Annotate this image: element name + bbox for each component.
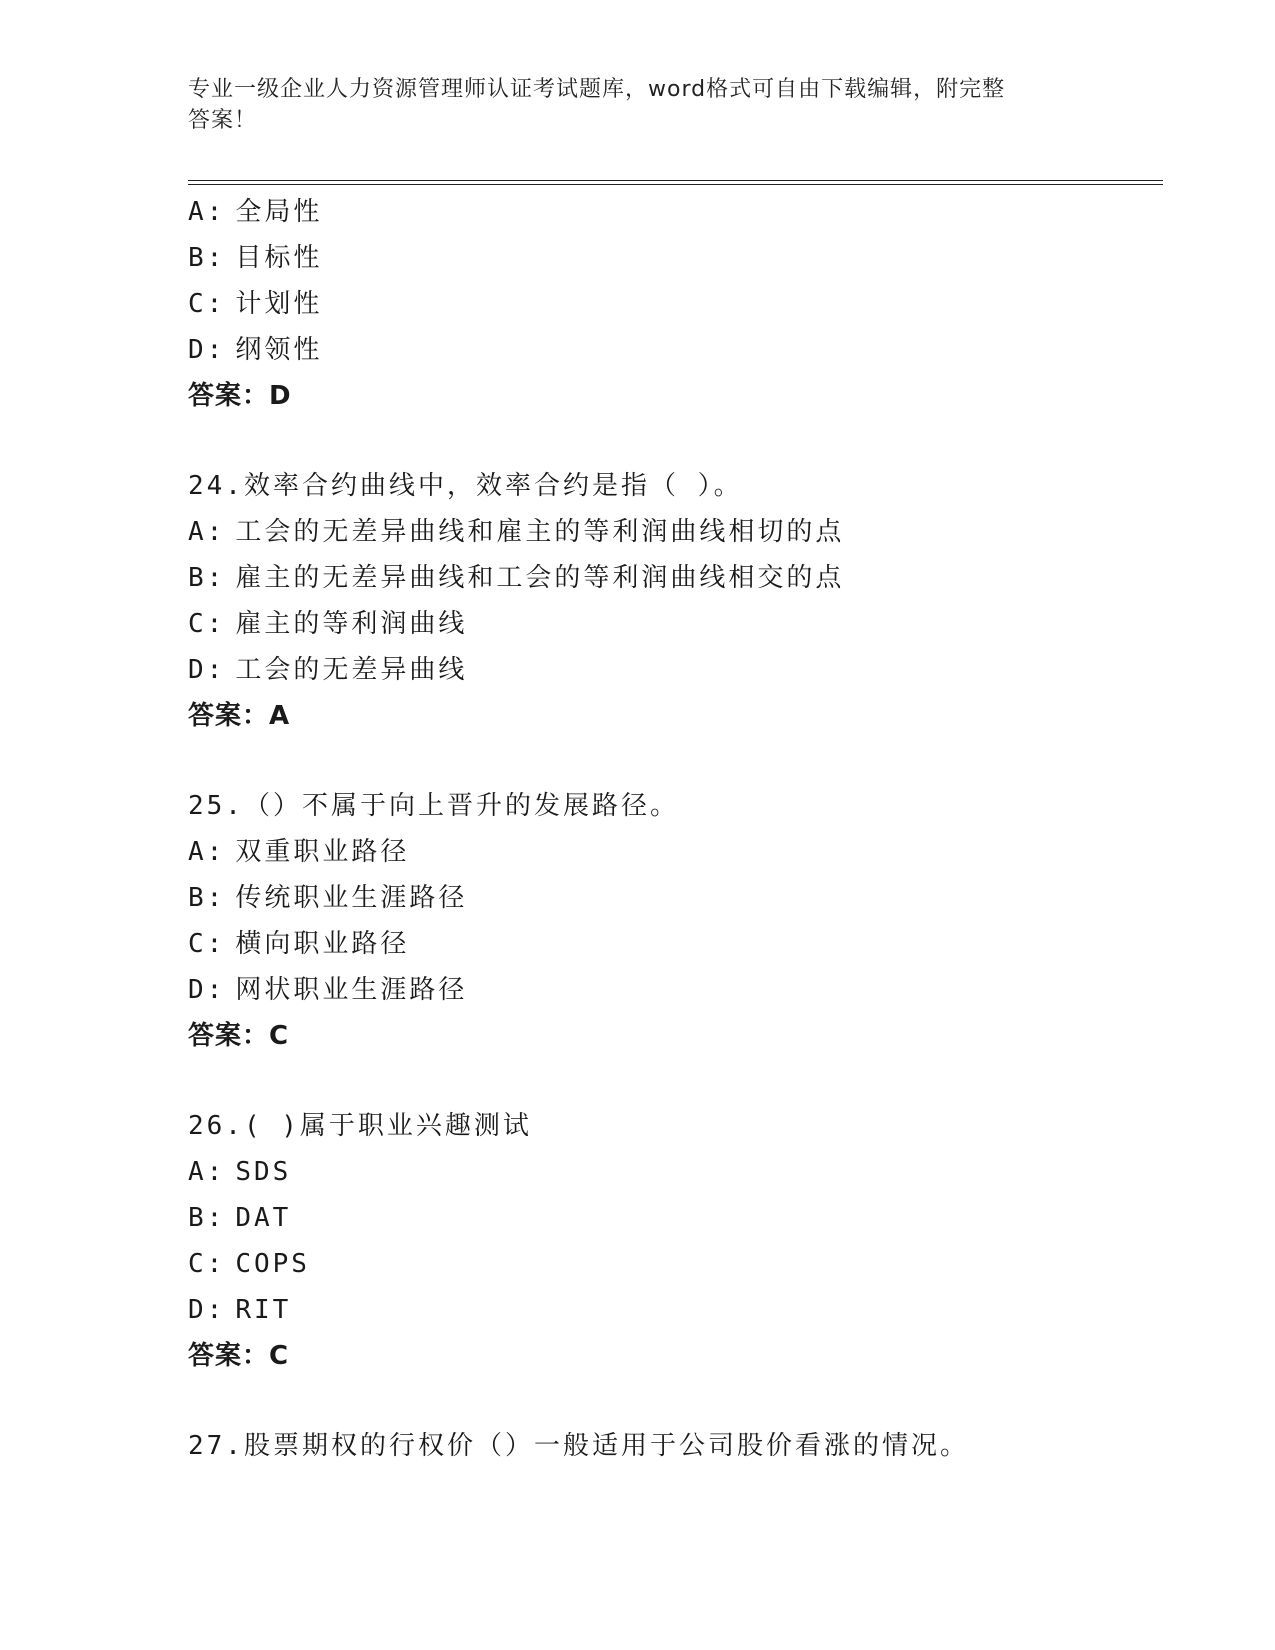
- option-c: C: 计划性: [188, 289, 323, 319]
- header-line-2: 答案！: [188, 108, 258, 133]
- option-text: 双重职业路径: [235, 837, 410, 867]
- option-letter: C: [188, 609, 207, 639]
- option-d: D: 纲领性: [188, 335, 323, 365]
- question-text: 24.效率合约曲线中，效率合约是指（ ）。: [188, 471, 743, 501]
- option-c: C: 横向职业路径: [188, 929, 410, 959]
- option-letter: A: [188, 517, 207, 547]
- option-letter: D: [188, 335, 207, 365]
- option-letter: B: [188, 883, 207, 913]
- option-b: B: DAT: [188, 1203, 292, 1233]
- option-letter: D: [188, 655, 207, 685]
- option-d: D: RIT: [188, 1295, 292, 1325]
- option-letter: D: [188, 1295, 207, 1325]
- option-text: 工会的无差异曲线: [235, 655, 468, 685]
- option-letter: B: [188, 243, 207, 273]
- header-divider-bottom: [188, 184, 1163, 185]
- question-block-25: [188, 783, 1163, 1059]
- option-text: 横向职业路径: [235, 929, 410, 959]
- answer-line: [188, 1333, 1163, 1379]
- option-letter: A: [188, 1157, 207, 1187]
- question-block-24: [188, 463, 1163, 739]
- option-text: 纲领性: [235, 335, 323, 365]
- option-a: A: 双重职业路径: [188, 837, 410, 867]
- question-text: 27.股票期权的行权价（）一般适用于公司股价看涨的情况。: [188, 1431, 969, 1461]
- question-block-23: [188, 189, 1163, 419]
- answer-label: 答案：: [188, 381, 270, 411]
- answer-line: [188, 1013, 1163, 1059]
- answer-value: C: [269, 1341, 290, 1371]
- page-header: [188, 74, 1068, 136]
- answer-label: 答案：: [188, 701, 270, 731]
- option-text: DAT: [235, 1203, 292, 1233]
- answer-value: C: [269, 1021, 290, 1051]
- answer-label: 答案：: [188, 1021, 270, 1051]
- option-letter: B: [188, 563, 207, 593]
- answer-line: [188, 373, 1163, 419]
- option-text: RIT: [235, 1295, 292, 1325]
- option-letter: A: [188, 837, 207, 867]
- option-letter: C: [188, 929, 207, 959]
- question-text: 25.（）不属于向上晋升的发展路径。: [188, 791, 679, 821]
- option-text: 雇主的无差异曲线和工会的等利润曲线相交的点: [235, 563, 845, 593]
- option-text: 计划性: [235, 289, 323, 319]
- header-divider-top: [188, 180, 1163, 181]
- question-list: [188, 189, 1163, 1469]
- answer-value: A: [269, 701, 291, 731]
- option-text: 工会的无差异曲线和雇主的等利润曲线相切的点: [235, 517, 845, 547]
- option-text: 传统职业生涯路径: [235, 883, 468, 913]
- option-text: COPS: [235, 1249, 310, 1279]
- option-letter: A: [188, 197, 207, 227]
- answer-value: D: [269, 381, 292, 411]
- option-b: B: 雇主的无差异曲线和工会的等利润曲线相交的点: [188, 563, 845, 593]
- option-b: B: 传统职业生涯路径: [188, 883, 468, 913]
- option-text: 目标性: [235, 243, 323, 273]
- option-text: SDS: [235, 1157, 292, 1187]
- option-text: 网状职业生涯路径: [235, 975, 468, 1005]
- option-letter: C: [188, 289, 207, 319]
- option-letter: B: [188, 1203, 207, 1233]
- option-d: D: 工会的无差异曲线: [188, 655, 468, 685]
- header-line-1: 专业一级企业人力资源管理师认证考试题库，word格式可自由下载编辑，附完整: [188, 77, 1006, 102]
- option-text: 全局性: [235, 197, 323, 227]
- option-a: A: 全局性: [188, 197, 323, 227]
- option-a: A: 工会的无差异曲线和雇主的等利润曲线相切的点: [188, 517, 845, 547]
- answer-label: 答案：: [188, 1341, 270, 1371]
- option-letter: D: [188, 975, 207, 1005]
- question-text: 26.( )属于职业兴趣测试: [188, 1111, 532, 1141]
- option-letter: C: [188, 1249, 207, 1279]
- option-a: A: SDS: [188, 1157, 292, 1187]
- question-block-27: [188, 1423, 1163, 1469]
- option-d: D: 网状职业生涯路径: [188, 975, 468, 1005]
- option-text: 雇主的等利润曲线: [235, 609, 468, 639]
- option-c: C: 雇主的等利润曲线: [188, 609, 468, 639]
- answer-line: [188, 693, 1163, 739]
- option-c: C: COPS: [188, 1249, 310, 1279]
- question-block-26: [188, 1103, 1163, 1379]
- option-b: B: 目标性: [188, 243, 323, 273]
